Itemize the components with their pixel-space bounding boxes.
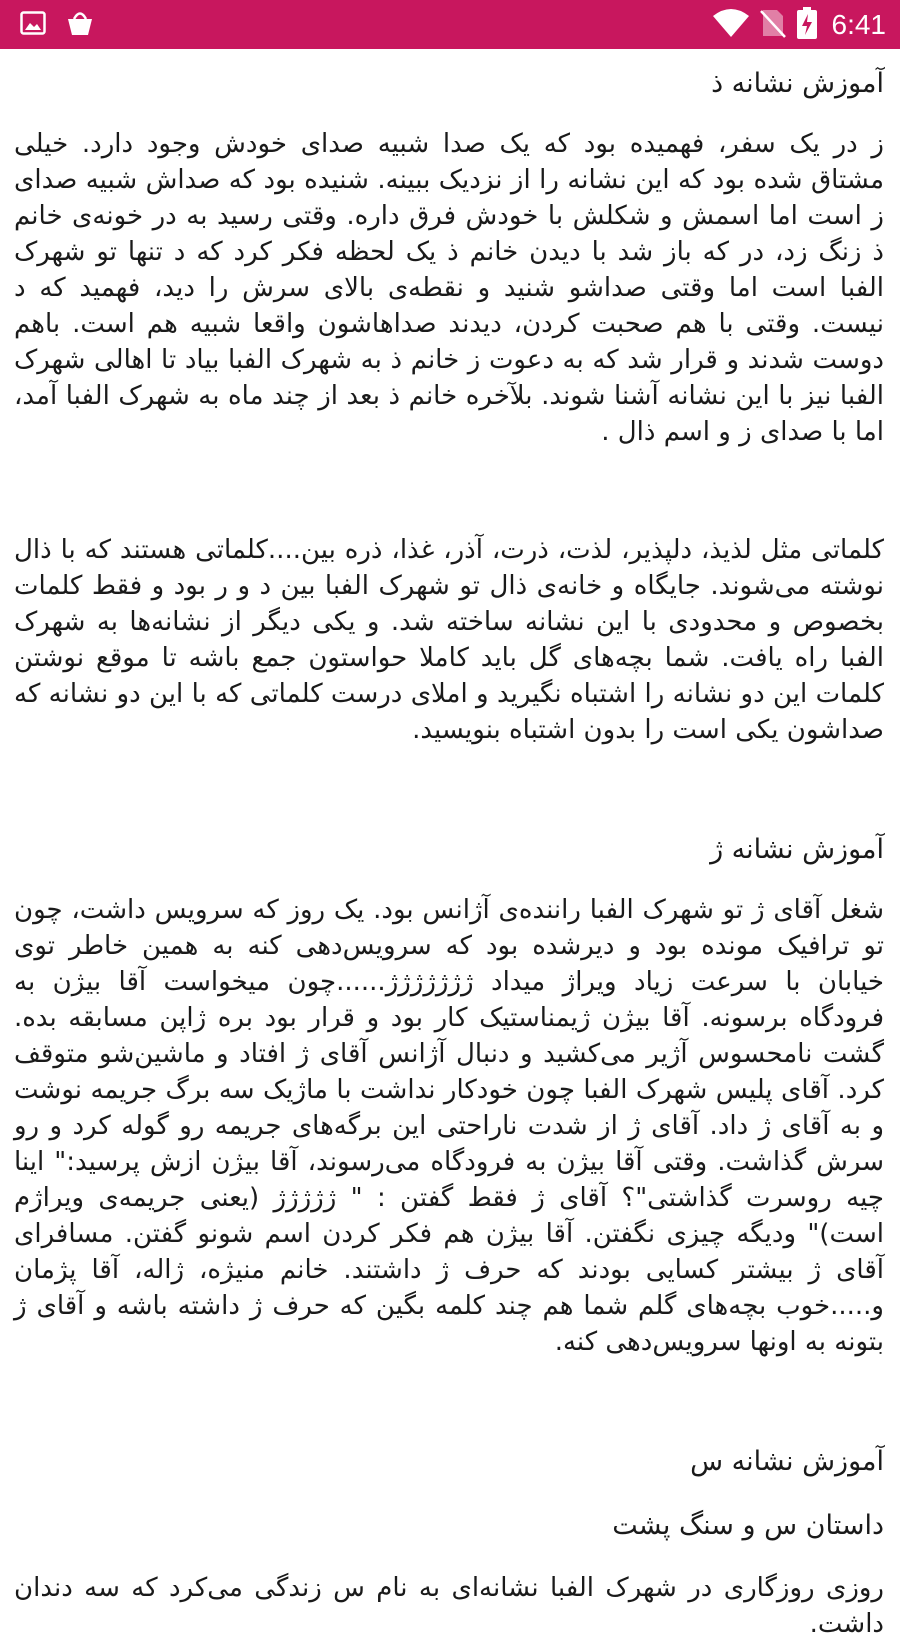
no-sim-icon — [760, 8, 786, 42]
notification-icons — [20, 10, 94, 40]
story-paragraph-zhe: شغل آقای ژ تو شهرک الفبا راننده‌ی آژانس بود. یک روز که سرویس داشت، چون تو ترافیک مونده بود و دیرشده بود که سرویس‌دهی کنه به همین خاطر توی خیابان با سرعت زیاد ویراژ میداد ژژژژژژژ......چون میخواست آقا بیژن به فرودگاه برسونه. آقا بیژن ژیمناستیک کار بود و قرار بود بره ژاپن مسابقه بده. گشت نامحسوس آژیر می‌کشید و دنبال آژانس آقای ژ افتاد و ماشین‌شو متوقف کرد. آقای پلیس شهرک الفبا چون خودکار نداشت با ماژیک سه برگ جریمه نوشت و به آقای ژ داد. آقای ژ از شدت ناراحتی این برگه‌های جریمه رو گوله کرد و رو سرش گذاشت. وقتی آقا بیژن به فرودگاه می‌رسوند، آقا بیژن ازش پرسید:" اینا چیه روسرت گذاشتی"؟ آقای ژ فقط گفتن : " ژژژژژ (یعنی جریمه‌ی ویراژم است)" ودیگه چیزی نگفتن. آقا بیژن هم فکر کردن اسم شونو گفتن. مسافرای آقای ژ بیشتر کسایی بودند که حرف ژ داشتند. خانم منیژه، ژاله، آقا پژمان و.....خوب بچه‌های گلم شما هم چند کلمه بگین که حرف ژ داشته باشه و آقای ژ بتونه به اونها سرویس‌دهی کنه. — [14, 895, 884, 1357]
story-paragraph-sin: روزی روزگاری در شهرک الفبا نشانه‌ای به نام س زندگی می‌کرد که سه دندان داشت. — [14, 1573, 884, 1639]
story-title-sin: داستان س و سنگ پشت — [612, 1510, 884, 1541]
wifi-icon — [712, 8, 750, 42]
section-heading-zhe: آموزش نشانه ژ — [710, 834, 884, 865]
explanation-paragraph-zal: کلماتی مثل لذیذ، دلپذیر، لذت، ذرت، آذر، غذا، ذره بین....کلماتی هستند که با ذال نوشته می‌شوند. جایگاه و خانه‌ی ذال تو شهرک الفبا بین د و ر بود و فقط کلمات بخصوص و محدودی با این نشانه ساخته شد. و یکی دیگر از نشانه‌ها به شهرک الفبا راه یافت. شما بچه‌های گل باید کاملا حواستون جمع باشه تا موقع نوشتن کلمات این دو نشانه را اشتباه نگیرید و املای درست کلماتی که با این دو نشانه که صداشون یکی است را بدون اشتباه بنویسید. — [14, 535, 884, 745]
clock: 6:41 — [831, 9, 886, 40]
image-notification-icon[interactable] — [20, 11, 46, 39]
shopping-bag-icon[interactable] — [66, 9, 94, 41]
section-heading-zal: آموزش نشانه ذ — [711, 68, 884, 99]
article-content[interactable] — [0, 49, 900, 1639]
system-status — [712, 8, 887, 42]
story-paragraph-zal: ز در یک سفر، فهمیده بود که یک صدا شبیه صدای خودش وجود دارد. خیلی مشتاق شده بود که این نشانه را از نزدیک ببینه. شنیده بود که صداش شبیه صدای ز است اما اسمش و شکلش با خودش فرق داره. وقتی رسید به در خونه‌ی خانم ذ زنگ زد، در که باز شد با دیدن خانم ذ یک لحظه فکر کرد که د تنها تو شهرک الفبا است اما وقتی صداشو شنید و نقطه‌ی بالای سرش را دید، فهمید که د نیست. وقتی با هم صحبت کردن، دیدند صداهاشون واقعا شبیه هم است. باهم دوست شدند و قرار شد که به دعوت ز خانم ذ به شهرک الفبا بیاد تا اهالی شهرک الفبا نیز با این نشانه آشنا شوند. بلآخره خانم ذ بعد از چند ماه به شهرک الفبا آمد، اما با صدای ز و اسم ذال . — [14, 129, 884, 447]
battery-charging-icon — [796, 6, 818, 44]
section-heading-sin: آموزش نشانه س — [690, 1446, 884, 1477]
status-bar — [0, 0, 900, 49]
